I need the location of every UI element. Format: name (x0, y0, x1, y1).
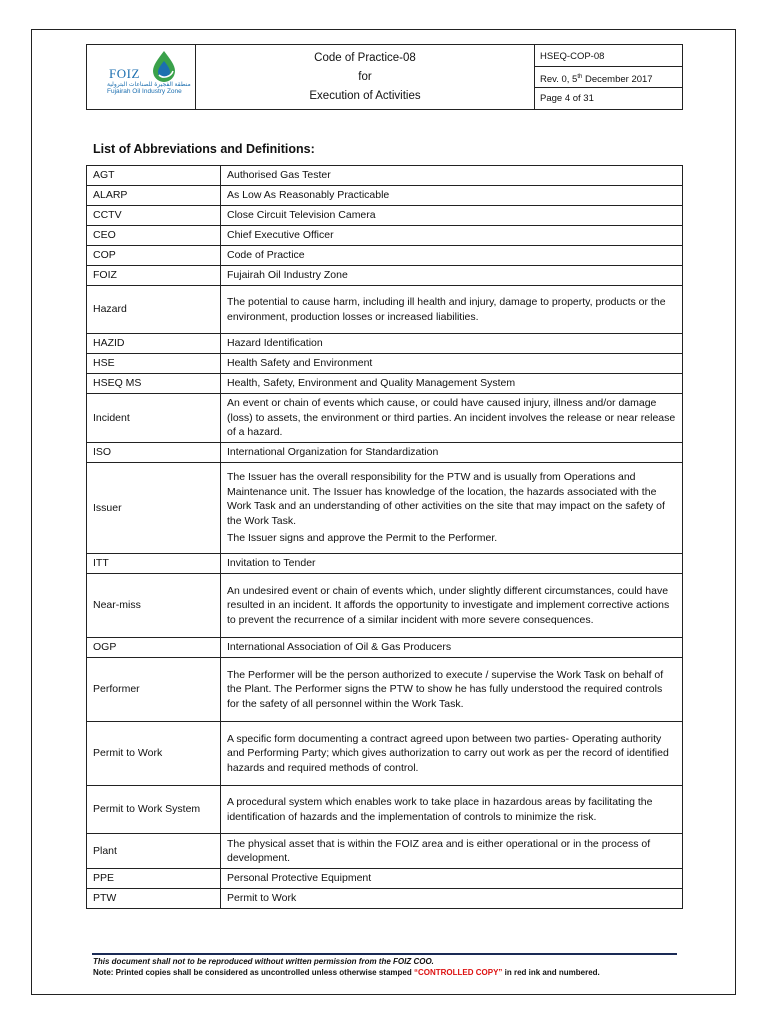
table-row (87, 266, 683, 286)
abbreviation-definition: International Association of Oil & Gas Producers (221, 638, 683, 658)
table-row (87, 334, 683, 354)
controlled-copy-label: “CONTROLLED COPY” (413, 968, 503, 977)
doc-code: HSEQ-COP-08 (535, 46, 682, 67)
footer-controlled-copy-note (93, 968, 600, 977)
table-row (87, 889, 683, 909)
footer-rule (92, 953, 677, 955)
table-row (87, 834, 683, 869)
abbreviation-term: ISO (87, 443, 221, 463)
table-row (87, 394, 683, 443)
logo-name: FOIZ (109, 66, 140, 81)
abbreviation-term: ALARP (87, 186, 221, 206)
abbreviation-definition: Close Circuit Television Camera (221, 206, 683, 226)
abbreviation-term: PTW (87, 889, 221, 909)
abbreviation-term: FOIZ (87, 266, 221, 286)
abbreviation-term: ITT (87, 554, 221, 574)
abbreviation-term: Issuer (87, 463, 221, 554)
abbreviation-term: Performer (87, 658, 221, 722)
table-row (87, 246, 683, 266)
foiz-logo (87, 45, 195, 109)
abbreviation-term: OGP (87, 638, 221, 658)
table-row (87, 226, 683, 246)
abbreviation-term: Incident (87, 394, 221, 443)
table-row (87, 658, 683, 722)
abbreviation-term: HAZID (87, 334, 221, 354)
abbreviation-definition: An undesired event or chain of events which, under slightly different circumstances, could have resulted in an incident. It affords the opportunity to investigate and implement corrective actions to prevent the recurrence of a similar incident with more severe consequences. (221, 574, 683, 638)
document-meta (535, 45, 683, 110)
abbreviation-definition: Health Safety and Environment (221, 354, 683, 374)
revision-prefix: Rev. 0, 5 (540, 73, 578, 85)
table-row (87, 463, 683, 554)
table-row (87, 354, 683, 374)
footer-note-suffix: in red ink and numbered. (502, 968, 600, 977)
abbreviation-term: CEO (87, 226, 221, 246)
revision-sup: th (577, 73, 583, 80)
table-row (87, 638, 683, 658)
logo-arabic-text: منطقة الفجيرة للصناعات البترولية (107, 82, 191, 88)
abbreviation-term: HSEQ MS (87, 374, 221, 394)
abbreviation-definition: A specific form documenting a contract agreed upon between two parties- Operating authority and Performing Party; which gives authorization to carry out work as per the record of identified hazards and required methods of control. (221, 722, 683, 786)
revision (535, 67, 682, 88)
section-title: List of Abbreviations and Definitions: (93, 142, 315, 156)
title-line-2: for (358, 70, 372, 83)
table-row (87, 374, 683, 394)
footer-note-prefix: Note: Printed copies shall be considered as uncontrolled unless otherwise stamped (93, 968, 414, 977)
table-row (87, 869, 683, 889)
abbreviation-definition: Hazard Identification (221, 334, 683, 354)
logo-cell (87, 45, 196, 110)
abbreviation-term: AGT (87, 166, 221, 186)
title-line-1: Code of Practice-08 (314, 51, 416, 64)
table-row (87, 786, 683, 834)
table-row (87, 443, 683, 463)
abbreviation-definition: Personal Protective Equipment (221, 869, 683, 889)
table-row (87, 286, 683, 334)
abbreviation-definition: Invitation to Tender (221, 554, 683, 574)
table-row (87, 166, 683, 186)
abbreviation-definition: An event or chain of events which cause, or could have caused injury, illness and/or damage (loss) to assets, the environment or third parties. An incident involves the release or near release of a hazard. (221, 394, 683, 443)
abbreviation-term: CCTV (87, 206, 221, 226)
abbreviation-definition: International Organization for Standardization (221, 443, 683, 463)
revision-suffix: December 2017 (582, 73, 653, 85)
abbreviation-definition: Chief Executive Officer (221, 226, 683, 246)
document-title (196, 45, 535, 110)
abbreviation-definition: The potential to cause harm, including ill health and injury, damage to property, products or the environment, production losses or increased liabilities. (221, 286, 683, 334)
title-line-3: Execution of Activities (309, 89, 421, 102)
abbreviation-definition: The Performer will be the person authorized to execute / supervise the Work Task on behalf of the Plant. The Performer signs the PTW to show he has fully understood the required controls for the safety of all personnel within the Work Task. (221, 658, 683, 722)
document-header (86, 44, 683, 110)
abbreviation-definition: As Low As Reasonably Practicable (221, 186, 683, 206)
abbreviation-definition: Health, Safety, Environment and Quality Management System (221, 374, 683, 394)
abbreviation-term: Near-miss (87, 574, 221, 638)
abbreviation-definition (221, 463, 683, 554)
table-row (87, 722, 683, 786)
abbreviation-term: HSE (87, 354, 221, 374)
abbreviation-term: Hazard (87, 286, 221, 334)
abbreviation-term: COP (87, 246, 221, 266)
abbreviation-term: Permit to Work (87, 722, 221, 786)
table-row (87, 206, 683, 226)
abbreviation-definition: The physical asset that is within the FOIZ area and is either operational or in the process of development. (221, 834, 683, 869)
definition-paragraph: The Issuer has the overall responsibility for the PTW and is usually from Operations and Maintenance unit. The Issuer has knowledge of the location, the hazards associated with the Work Task and an understanding of other activities on the site that may impact on the safety of the Work Task. (227, 471, 665, 527)
foiz-drop-icon (149, 49, 179, 83)
abbreviation-definition: Authorised Gas Tester (221, 166, 683, 186)
table-row (87, 554, 683, 574)
abbreviations-table (86, 165, 683, 909)
abbreviation-definition: Permit to Work (221, 889, 683, 909)
table-row (87, 574, 683, 638)
abbreviation-term: Permit to Work System (87, 786, 221, 834)
table-row (87, 186, 683, 206)
logo-english-text: Fujairah Oil Industry Zone (107, 88, 182, 95)
abbreviation-definition: A procedural system which enables work to take place in hazardous areas by facilitating the identification of hazards and the implementation of controls to minimize the risk. (221, 786, 683, 834)
footer-copyright-note: This document shall not to be reproduced without written permission from the FOIZ COO. (93, 957, 434, 966)
abbreviation-term: PPE (87, 869, 221, 889)
definition-paragraph: The Issuer signs and approve the Permit to the Performer. (227, 532, 498, 545)
page-number: Page 4 of 31 (540, 92, 594, 104)
abbreviation-definition: Fujairah Oil Industry Zone (221, 266, 683, 286)
abbreviation-term: Plant (87, 834, 221, 869)
abbreviation-definition: Code of Practice (221, 246, 683, 266)
